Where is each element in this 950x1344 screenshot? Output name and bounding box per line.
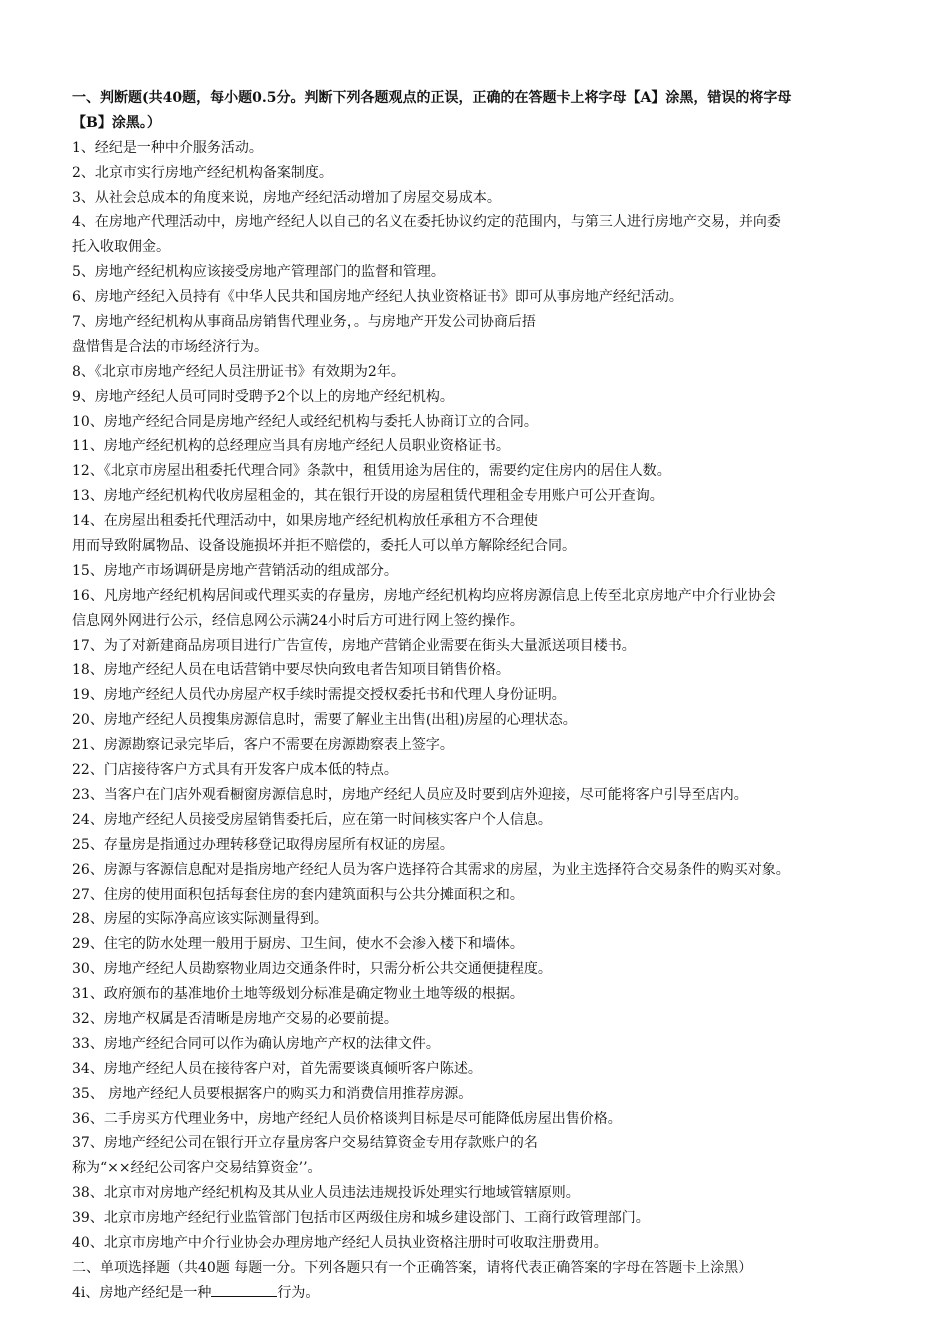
- text-line: 用而导致附属物品、设备设施损坏并拒不赔偿的，委托人可以单方解除经纪合同。: [72, 538, 576, 555]
- text-line: 信息网外网进行公示，经信息网公示满24小时后方可进行网上签约操作。: [72, 612, 524, 629]
- text-line: 27、住房的使用面积包括每套住房的套内建筑面积与公共分摊面积之和。: [72, 886, 524, 903]
- text-line: 11、房地产经纪机构的总经理应当具有房地产经纪人员职业资格证书。: [72, 438, 510, 455]
- text-line: 7、房地产经纪机构从事商品房销售代理业务，。与房地产开发公司协商后捂: [72, 314, 536, 331]
- text-line: 二、单项选择题（共40题 每题一分。下列各题只有一个正确答案，请将代表正确答案的字母在答题卡上涂黑）: [72, 1259, 753, 1276]
- text-line: 4、在房地产代理活动中，房地产经纪人以自己的名义在委托协议约定的范围内，与第三人进行房地产交易，并向委: [72, 214, 781, 231]
- text-line: 13、房地产经纪机构代收房屋租金的，其在银行开设的房屋租赁代理租金专用账户可公开查询。: [72, 488, 664, 505]
- text-line: 23、当客户在门店外观看橱窗房源信息时，房地产经纪人员应及时要到店外迎接，尽可能将客户引导至店内。: [72, 786, 748, 803]
- text-line: 3、从社会总成本的角度来说，房地产经纪活动增加了房屋交易成本。: [72, 189, 501, 206]
- text-line: 38、北京市对房地产经纪机构及其从业人员违法违规投诉处理实行地域管辖原则。: [72, 1185, 580, 1202]
- text-line: 托入收取佣金。: [72, 239, 170, 256]
- text-line: 1、经纪是一种中介服务活动。: [72, 139, 263, 156]
- text-line: 22、门店接待客户方式具有开发客户成本低的特点。: [72, 762, 398, 779]
- text-line: 16、凡房地产经纪机构居间或代理买卖的存量房，房地产经纪机构均应将房源信息上传至北京房地产中介行业协会: [72, 587, 776, 604]
- text-line: 26、房源与客源信息配对是指房地产经纪人员为客户选择符合其需求的房屋，为业主选择符合交易条件的购买对象。: [72, 861, 790, 878]
- text-line: 12、《北京市房屋出租委托代理合同》条款中，租赁用途为居住的，需要约定住房内的居住人数。: [72, 463, 671, 480]
- text-line: 19、房地产经纪人员代办房屋产权手续时需提交授权委托书和代理人身份证明。: [72, 687, 566, 704]
- text-line: 10、房地产经纪合同是房地产经纪人或经纪机构与委托人协商订立的合同。: [72, 413, 538, 430]
- question-41-suffix: 行为。: [277, 1284, 320, 1301]
- text-line: 20、房地产经纪人员搜集房源信息时，需要了解业主出售(出租)房屋的心理状态。: [72, 712, 577, 729]
- text-line: 28、房屋的实际净高应该实际测量得到。: [72, 911, 328, 928]
- text-line: 15、房地产市场调研是房地产营销活动的组成部分。: [72, 562, 398, 579]
- section-1-heading-line-1: 一、判断题(共40题，每小题0.5分。判断下列各题观点的正误，正确的在答题卡上将字母【A】涂黑，错误的将字母: [72, 90, 792, 106]
- text-line: 21、房源勘察记录完毕后，客户不需要在房源勘察表上签字。: [72, 737, 454, 754]
- text-line: 40、北京市房地产中介行业协会办理房地产经纪人员执业资格注册时可收取注册费用。: [72, 1234, 608, 1251]
- text-line: 37、房地产经纪公司在银行开立存量房客户交易结算资金专用存款账户的名: [72, 1135, 538, 1152]
- text-line: 29、住宅的防水处理一般用于厨房、卫生间，使水不会渗入楼下和墙体。: [72, 936, 524, 953]
- text-line: 5、房地产经纪机构应该接受房地产管理部门的监督和管理。: [72, 264, 445, 281]
- text-line: 35、 房地产经纪人员要根据客户的购买力和消费信用推荐房源。: [72, 1085, 473, 1102]
- text-line: 34、房地产经纪人员在接待客户对，首先需要谈真倾听客户陈述。: [72, 1060, 482, 1077]
- text-line: 30、房地产经纪人员勘察物业周边交通条件时，只需分析公共交通便捷程度。: [72, 961, 552, 978]
- question-list: [72, 136, 922, 1281]
- exam-document: [72, 86, 922, 1306]
- text-line: 31、政府颁布的基准地价土地等级划分标准是确定物业土地等级的根据。: [72, 986, 524, 1003]
- text-line: 称为“××经纪公司客户交易结算资金’’。: [72, 1160, 322, 1177]
- text-line: 39、北京市房地产经纪行业监管部门包括市区两级住房和城乡建设部门、工商行政管理部门。: [72, 1210, 650, 1227]
- answer-blank: [211, 1282, 277, 1297]
- text-line: 18、房地产经纪人员在电话营销中要尽快向致电者告知项目销售价格。: [72, 662, 510, 679]
- question-41: [72, 1281, 922, 1306]
- text-line: 盘惜售是合法的市场经济行为。: [72, 338, 268, 355]
- text-line: 36、二手房买方代理业务中，房地产经纪人员价格谈判目标是尽可能降低房屋出售价格。: [72, 1110, 622, 1127]
- text-line: 6、房地产经纪入员持有《中华人民共和国房地产经纪人执业资格证书》即可从事房地产经纪活动。: [72, 289, 683, 306]
- text-line: 9、房地产经纪人员可同时受聘予2个以上的房地产经纪机构。: [72, 388, 454, 405]
- text-line: 8、《北京市房地产经纪人员注册证书》有效期为2年。: [72, 363, 405, 380]
- text-line: 25、存量房是指通过办理转移登记取得房屋所有权证的房屋。: [72, 836, 454, 853]
- question-41-prefix: 4i、房地产经纪是一种: [72, 1284, 212, 1301]
- section-1-heading-line-2: 【B】涂黑。）: [72, 114, 161, 131]
- text-line: 17、为了对新建商品房项目进行广告宣传，房地产营销企业需要在街头大量派送项目楼书。: [72, 637, 636, 654]
- text-line: 32、房地产权属是否清晰是房地产交易的必要前提。: [72, 1010, 398, 1027]
- text-line: 2、北京市实行房地产经纪机构备案制度。: [72, 164, 333, 181]
- text-line: 24、房地产经纪人员接受房屋销售委托后，应在第一时间核实客户个人信息。: [72, 811, 552, 828]
- text-line: 33、房地产经纪合同可以作为确认房地产产权的法律文件。: [72, 1035, 440, 1052]
- text-line: 14、在房屋出租委托代理活动中，如果房地产经纪机构放任承租方不合理使: [72, 513, 538, 530]
